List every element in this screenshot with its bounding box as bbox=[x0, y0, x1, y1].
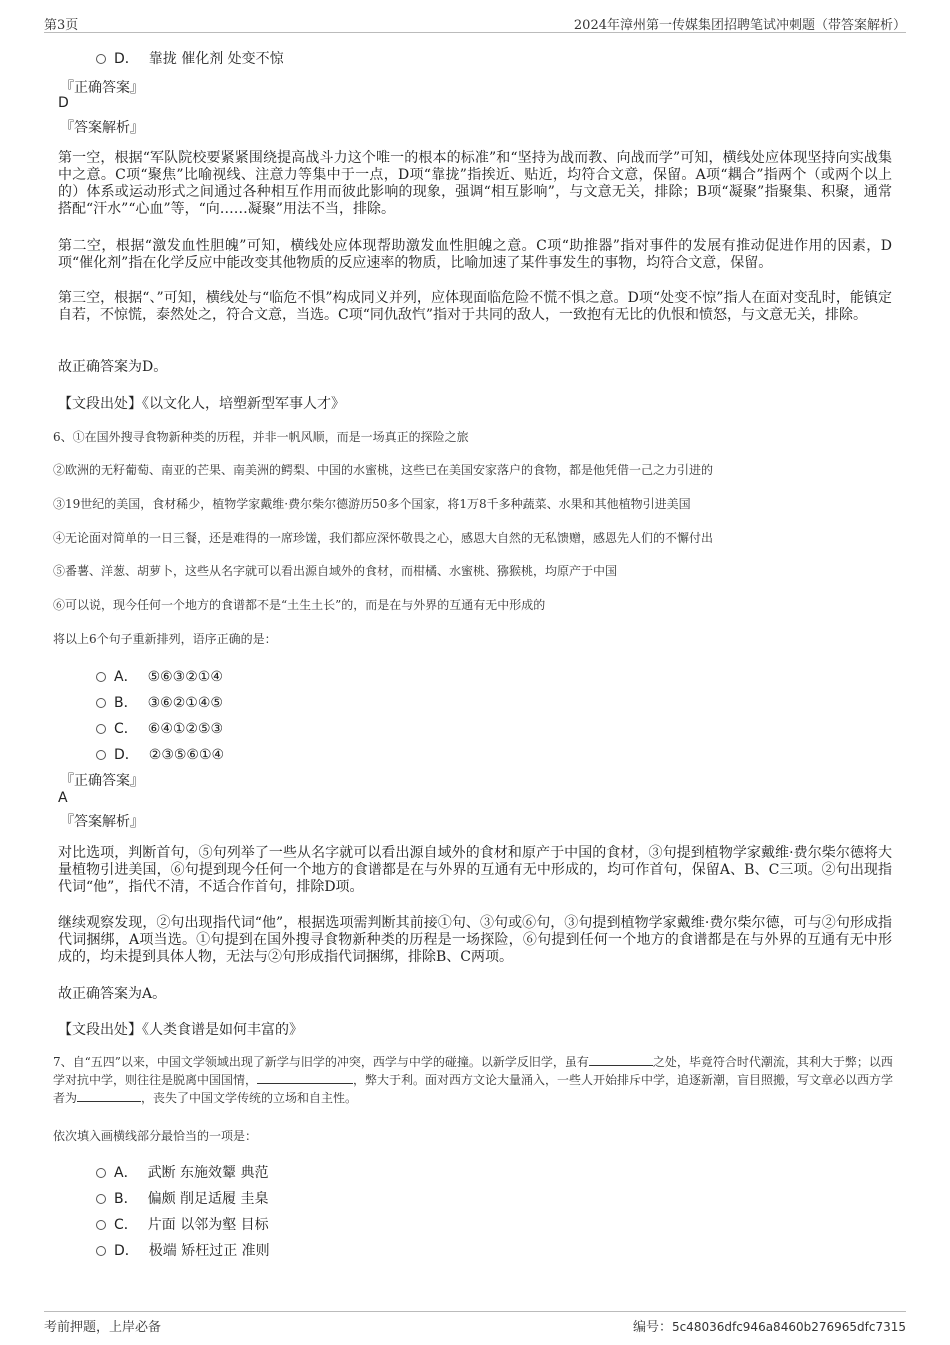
radio-icon[interactable] bbox=[96, 1220, 106, 1230]
q6-source: 【文段出处】《人类食谱是如何丰富的》 bbox=[58, 1022, 303, 1038]
q7-prompt: 依次填入画横线部分最恰当的一项是： bbox=[53, 1129, 258, 1143]
q7-blank-3 bbox=[77, 1089, 141, 1102]
q7-stem: 7、自“五四”以来，中国文学领域出现了新学与旧学的冲突，西学与中学的碰撞。以新学反旧学，虽有 之处，毕竟符合时代潮流，其利大于弊；以西学对抗中学，则往往是脱离中国国情， ，弊大于利。面对西方文论大量涌入，一些人开始排斥中学，追逐新潮，盲目照搬，写文章必以西方学者为 ，丧失了中国文学传统的立场和自主性。 bbox=[53, 1055, 894, 1105]
q6-sentence-5: ⑤番薯、洋葱、胡萝卜，这些从名字就可以看出源自域外的食材，而柑橘、水蜜桃、猕猴桃，均原产于中国 bbox=[53, 564, 618, 578]
q6-answer-label: 『正确答案』 bbox=[60, 773, 144, 789]
q5-source: 【文段出处】《以文化人，培塑新型军事人才》 bbox=[58, 396, 345, 412]
q5-analysis-para-1: 第一空，根据“军队院校要紧紧围绕提高战斗力这个唯一的根本的标准”和“坚持为战而教、向战而学”可知，横线处应体现坚持向实战集中之意。C项“聚焦”比喻视线、注意力等集中于一点，D项“靠拢”指挨近、贴近，均符合文意，保留。A项“耦合”指两个（或两个以上的）体系或运动形式之间通过各种相互作用而彼此影响的现象，强调“相互影响”，与文意无关，排除；B项“凝聚”指聚集、积聚，通常搭配“汗水”“心血”等，“向……凝聚”用法不当，排除。 bbox=[58, 150, 892, 217]
q6-sentence-3: ③19世纪的美国，食材稀少，植物学家戴维·费尔柴尔德游历50多个国家，将1万8千多种蔬菜、水果和其他植物引进美国 bbox=[53, 497, 691, 511]
q6-analysis-para-1: 对比选项，判断首句，⑤句列举了一些从名字就可以看出源自域外的食材和原产于中国的食材，③句提到植物学家戴维·费尔柴尔德将大量植物引进美国，⑥句提到现今任何一个地方的食谱都是在与外界的互通有无中形成的，均可作首句，保留A、B、C三项。②句出现指代词“他”，指代不清，不适合作首句，排除D项。 bbox=[58, 845, 892, 895]
q5-conclusion: 故正确答案为D。 bbox=[58, 359, 168, 375]
q7-option-c[interactable]: C． 片面 以邻为壑 目标 bbox=[96, 1214, 269, 1234]
radio-icon[interactable] bbox=[96, 1246, 106, 1256]
radio-icon[interactable] bbox=[96, 724, 106, 734]
q6-option-a[interactable]: A． ⑤⑥③②①④ bbox=[96, 666, 223, 686]
q6-sentence-1: 6、①在国外搜寻食物新种类的历程，并非一帆风顺，而是一场真正的探险之旅 bbox=[53, 430, 469, 444]
radio-icon[interactable] bbox=[96, 1194, 106, 1204]
document-code: 编号：5c48036dfc946a8460b276965dfc7315 bbox=[632, 1320, 906, 1335]
q6-conclusion: 故正确答案为A。 bbox=[58, 986, 167, 1002]
q7-option-a[interactable]: A． 武断 东施效颦 典范 bbox=[96, 1162, 268, 1182]
q6-prompt: 将以上6个句子重新排列，语序正确的是： bbox=[53, 632, 277, 646]
q7-option-d[interactable]: D． 极端 矫枉过正 准则 bbox=[96, 1240, 270, 1260]
q7-blank-1 bbox=[589, 1053, 653, 1066]
radio-icon[interactable] bbox=[96, 698, 106, 708]
q5-analysis-label: 『答案解析』 bbox=[60, 120, 144, 136]
q6-sentence-2: ②欧洲的无籽葡萄、南亚的芒果、南美洲的鳄梨、中国的水蜜桃，这些已在美国安家落户的食物，都是他凭借一己之力引进的 bbox=[53, 463, 714, 477]
radio-icon[interactable] bbox=[96, 672, 106, 682]
q6-option-b[interactable]: B． ③⑥②①④⑤ bbox=[96, 692, 223, 712]
q7-blank-2 bbox=[257, 1071, 353, 1084]
q5-answer-label: 『正确答案』 bbox=[60, 80, 144, 96]
q6-option-d[interactable]: D． ②③⑤⑥①④ bbox=[96, 744, 224, 764]
q6-answer: A bbox=[58, 790, 68, 806]
q5-analysis-para-2: 第二空，根据“激发血性胆魄”可知，横线处应体现帮助激发血性胆魄之意。C项“助推器”指对事件的发展有推动促进作用的因素，D项“催化剂”指在化学反应中能改变其他物质的反应速率的物质，比喻加速了某件事发生的事物，均符合文意，保留。 bbox=[58, 238, 892, 271]
q5-option-d[interactable]: D． 靠拢 催化剂 处变不惊 bbox=[96, 48, 284, 68]
q6-option-c[interactable]: C． ⑥④①②⑤③ bbox=[96, 718, 223, 738]
q7-option-b[interactable]: B． 偏颇 削足适履 圭臬 bbox=[96, 1188, 269, 1208]
q5-analysis-para-3: 第三空，根据“、”可知，横线处与“临危不惧”构成同义并列，应体现面临危险不慌不惧之意。D项“处变不惊”指人在面对变乱时，能镇定自若，不惊慌，泰然处之，符合文意，当选。C项“同仇敌忾”指对于共同的敌人，一致抱有无比的仇恨和愤怒，与文意无关，排除。 bbox=[58, 290, 892, 323]
document-title: 2024年漳州第一传媒集团招聘笔试冲刺题（带答案解析） bbox=[573, 18, 906, 33]
q6-sentence-6: ⑥可以说，现今任何一个地方的食谱都不是“土生土长”的，而是在与外界的互通有无中形成的 bbox=[53, 598, 546, 612]
page-footer bbox=[44, 1311, 906, 1336]
radio-icon[interactable] bbox=[96, 54, 106, 64]
q6-sentence-4: ④无论面对简单的一日三餐，还是难得的一席珍馐，我们都应深怀敬畏之心，感恩大自然的无私馈赠，感恩先人们的不懈付出 bbox=[53, 531, 714, 545]
footer-slogan: 考前押题，上岸必备 bbox=[44, 1320, 162, 1335]
page-number: 第3页 bbox=[44, 18, 79, 33]
radio-icon[interactable] bbox=[96, 1168, 106, 1178]
q5-answer: D bbox=[58, 95, 69, 111]
page-header bbox=[44, 12, 906, 33]
q6-analysis-label: 『答案解析』 bbox=[60, 814, 144, 830]
q6-analysis-para-2: 继续观察发现，②句出现指代词“他”，根据选项需判断其前接①句、③句或⑥句，③句提到植物学家戴维·费尔柴尔德，可与②句形成指代词捆绑，A项当选。①句提到在国外搜寻食物新种类的历程是一场探险，⑥句提到任何一个地方的食谱都是在与外界的互通有无中形成的，均未提到具体人物，无法与②句形成指代词捆绑，排除B、C两项。 bbox=[58, 915, 892, 965]
radio-icon[interactable] bbox=[96, 750, 106, 760]
